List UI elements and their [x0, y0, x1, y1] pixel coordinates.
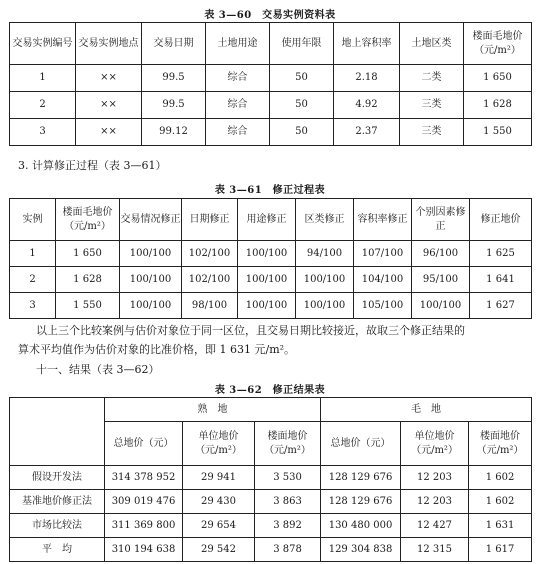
table-cell: 综合 [206, 119, 270, 146]
table-cell: 3 [10, 119, 76, 146]
table-cell: 94/100 [296, 241, 354, 267]
table-cell: 96/100 [412, 241, 470, 267]
table-cell: 309 019 476 [105, 490, 183, 514]
row-label: 平 均 [10, 538, 105, 562]
table-cell: 130 480 000 [321, 514, 401, 538]
header-cell: 交易日期 [142, 23, 206, 65]
paragraph-line: 以上三个比较案例与估价对象位于同一区位，且交易日期比较接近，故取三个修正结果的 [36, 324, 465, 337]
table-cell: 100/100 [120, 267, 182, 293]
table-cell: 100/100 [412, 293, 470, 319]
table-cell: 29 654 [183, 514, 255, 538]
table-cell: 1 650 [464, 65, 532, 92]
header-cell: 单位地价（元/m²） [401, 422, 469, 466]
table-row [10, 119, 532, 146]
table-cell: 1 550 [464, 119, 532, 146]
table-cell: 1 [10, 241, 56, 267]
header-cell: 交易实例地点 [76, 23, 142, 65]
header-cell: 个别因素修正 [412, 199, 470, 241]
header-cell: 楼面地价（元/m²） [255, 422, 321, 466]
table-cell: 1 625 [470, 241, 532, 267]
table-cell: 105/100 [354, 293, 412, 319]
table-cell: 107/100 [354, 241, 412, 267]
table-cell: 1 602 [469, 490, 532, 514]
table-cell: 50 [270, 92, 334, 119]
table-61-caption: 表 3—61 修正过程表 [214, 185, 326, 196]
table-cell: 3 863 [255, 490, 321, 514]
table-cell: 100/100 [120, 241, 182, 267]
table-row [10, 293, 532, 319]
table-header-row [10, 23, 532, 65]
table-row [10, 65, 532, 92]
table-60-caption: 表 3—60 交易实例资料表 [204, 10, 336, 21]
table-cell: 50 [270, 119, 334, 146]
table-cell: 99.5 [142, 92, 206, 119]
table-cell: 99.12 [142, 119, 206, 146]
table-cell: 314 378 952 [105, 466, 183, 490]
header-cell: 用途修正 [238, 199, 296, 241]
table-cell: 12 203 [401, 466, 469, 490]
table-row [10, 267, 532, 293]
header-cell: 楼面毛地价（元/m²） [56, 199, 120, 241]
table-cell: 二类 [400, 65, 464, 92]
table-header-row [10, 199, 532, 241]
table-cell: 102/100 [182, 267, 238, 293]
header-cell: 土地区类 [400, 23, 464, 65]
table-cell: 3 878 [255, 538, 321, 562]
table-cell: 4.92 [334, 92, 400, 119]
table-row [10, 466, 532, 490]
header-cell: 容积率修正 [354, 199, 412, 241]
header-cell: 区类修正 [296, 199, 354, 241]
table-cell: 100/100 [238, 241, 296, 267]
table-cell: 29 542 [183, 538, 255, 562]
table-cell: 1 [10, 65, 76, 92]
table-row [10, 241, 532, 267]
table-cell: 综合 [206, 92, 270, 119]
table-cell: 100/100 [296, 293, 354, 319]
table-cell: 1 602 [469, 466, 532, 490]
group-header: 熟 地 [105, 398, 321, 422]
correction-table [9, 198, 532, 319]
table-row [10, 92, 532, 119]
table-cell: 98/100 [182, 293, 238, 319]
header-cell: 总地价（元） [321, 422, 401, 466]
table-cell: 1 628 [56, 267, 120, 293]
table-cell: 29 941 [183, 466, 255, 490]
header-cell: 交易实例编号 [10, 23, 76, 65]
header-cell: 单位地价（元/m²） [183, 422, 255, 466]
table-row [10, 490, 532, 514]
table-cell: ×× [76, 92, 142, 119]
section-heading: 3. 计算修正过程（表 3—61） [18, 159, 167, 172]
table-cell: 三类 [400, 119, 464, 146]
table-cell: 3 [10, 293, 56, 319]
result-table [9, 397, 532, 562]
header-cell: 修正地价 [470, 199, 532, 241]
table-row [10, 514, 532, 538]
table-cell: 100/100 [120, 293, 182, 319]
header-cell: 交易情况修正 [120, 199, 182, 241]
table-cell: 1 617 [469, 538, 532, 562]
header-cell: 实例 [10, 199, 56, 241]
transaction-table [9, 22, 532, 146]
header-cell: 楼面毛地价（元/m²） [464, 23, 532, 65]
table-cell: 95/100 [412, 267, 470, 293]
header-cell: 楼面地价（元/m²） [469, 422, 532, 466]
group-header: 毛 地 [321, 398, 532, 422]
table-cell: 99.5 [142, 65, 206, 92]
table-cell: 1 627 [470, 293, 532, 319]
table-cell: 2 [10, 92, 76, 119]
table-cell: 100/100 [238, 293, 296, 319]
corner-cell [10, 398, 105, 466]
table-cell: 三类 [400, 92, 464, 119]
header-cell: 土地用途 [206, 23, 270, 65]
table-cell: 29 430 [183, 490, 255, 514]
table-62-caption: 表 3—62 修正结果表 [214, 385, 326, 396]
table-cell: 128 129 676 [321, 466, 401, 490]
table-cell: 2 [10, 267, 56, 293]
paragraph-line: 算术平均值作为估价对象的比准价格，即 1 631 元/m²。 [18, 343, 296, 356]
header-cell: 使用年限 [270, 23, 334, 65]
table-group-header-row [10, 398, 532, 422]
table-cell: 102/100 [182, 241, 238, 267]
header-cell: 日期修正 [182, 199, 238, 241]
table-cell: 311 369 800 [105, 514, 183, 538]
row-label: 基准地价修正法 [10, 490, 105, 514]
table-cell: ×× [76, 65, 142, 92]
table-cell: 2.37 [334, 119, 400, 146]
table-cell: 1 631 [469, 514, 532, 538]
table-cell: 12 315 [401, 538, 469, 562]
table-cell: 12 203 [401, 490, 469, 514]
row-label: 假设开发法 [10, 466, 105, 490]
table-cell: 12 427 [401, 514, 469, 538]
table-cell: 3 892 [255, 514, 321, 538]
table-row [10, 538, 532, 562]
row-label: 市场比较法 [10, 514, 105, 538]
table-cell: 310 194 638 [105, 538, 183, 562]
table-cell: 128 129 676 [321, 490, 401, 514]
table-cell: ×× [76, 119, 142, 146]
table-cell: 3 530 [255, 466, 321, 490]
table-cell: 1 641 [470, 267, 532, 293]
table-cell: 100/100 [296, 267, 354, 293]
section-heading: 十一、结果（表 3—62） [36, 363, 160, 376]
table-cell: 1 628 [464, 92, 532, 119]
table-cell: 129 304 838 [321, 538, 401, 562]
table-cell: 2.18 [334, 65, 400, 92]
table-cell: 100/100 [238, 267, 296, 293]
table-cell: 104/100 [354, 267, 412, 293]
header-cell: 地上容积率 [334, 23, 400, 65]
table-cell: 1 650 [56, 241, 120, 267]
table-cell: 1 550 [56, 293, 120, 319]
table-cell: 50 [270, 65, 334, 92]
header-cell: 总地价（元） [105, 422, 183, 466]
table-cell: 综合 [206, 65, 270, 92]
